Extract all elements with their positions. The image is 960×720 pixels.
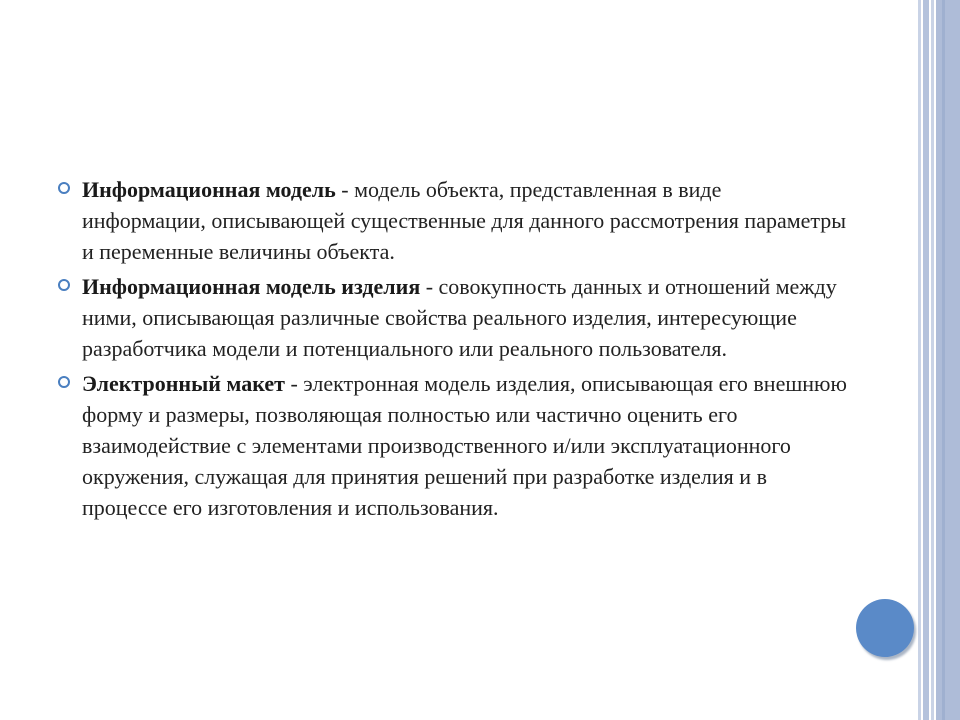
- bullet-term: Информационная модель: [82, 177, 336, 202]
- decor-stripe: [942, 0, 945, 720]
- bullet-circle-icon: [58, 279, 70, 291]
- bullet-definition: - модель объекта, представленная в виде информации, описывающей существенные для данного рассмотрения параметры и переменные величины объекта.: [82, 177, 847, 264]
- decor-stripe: [923, 0, 929, 720]
- bullet-definition: - совокупность данных и отношений между ними, описывающая различные свойства реального изделия, интересующие разработчика модели и потенциального или реального пользователя.: [82, 274, 837, 361]
- decor-stripe: [918, 0, 921, 720]
- circle-ornament-icon: [856, 599, 914, 657]
- decor-stripe: [936, 0, 960, 720]
- bullet-item: [58, 271, 848, 364]
- bullet-item: [58, 368, 848, 523]
- bullet-term: Электронный макет: [82, 371, 285, 396]
- bullet-circle-icon: [58, 376, 70, 388]
- bullet-definition: - электронная модель изделия, описывающая его внешнюю форму и размеры, позволяющая полностью или частично оценить его взаимодействие с элементами производственного и/или эксплуатационного окружения, служащая для принятия решений при разработке изделия и в процессе его изготовления и использования.: [82, 371, 847, 520]
- decor-stripe: [931, 0, 934, 720]
- bullet-list: [58, 174, 848, 527]
- bullet-circle-icon: [58, 182, 70, 194]
- bullet-item: [58, 174, 848, 267]
- bullet-term: Информационная модель изделия: [82, 274, 421, 299]
